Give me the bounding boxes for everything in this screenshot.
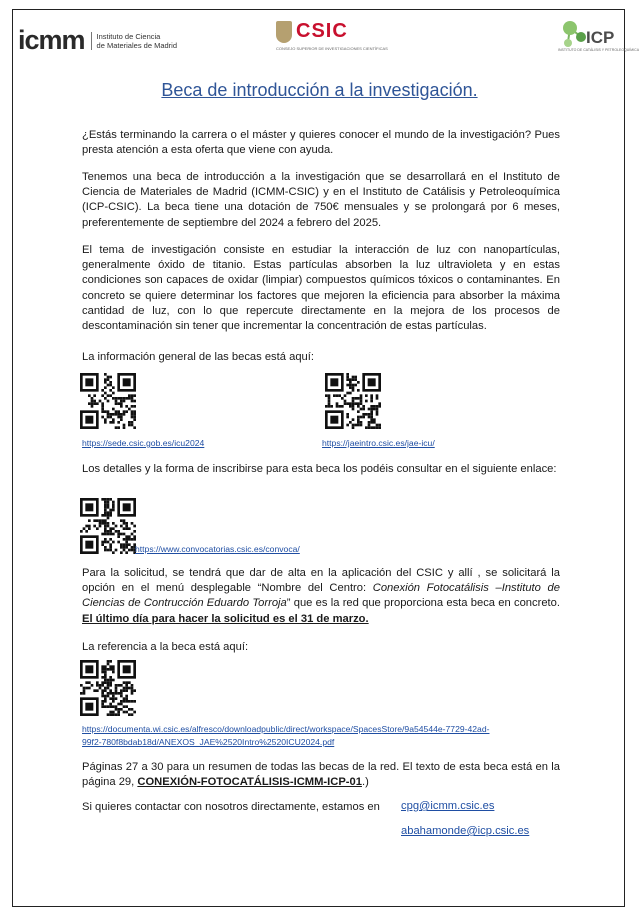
icp-logo-tagline: INSTITUTO DE CATÁLISIS Y PETROLEOQUÍMICA bbox=[558, 48, 639, 52]
email-cpg-link[interactable]: cpg@icmm.csic.es bbox=[401, 800, 495, 812]
solicitud-centro-name: Conexión Fotocatálisis –Instituto de Ciencias de Contrucción Eduardo Torroja bbox=[82, 582, 560, 610]
referencia-text: La referencia a la beca está aquí: bbox=[82, 641, 249, 653]
csic-logo-text: CSIC bbox=[296, 20, 348, 42]
icmm-logo-text: icmm bbox=[18, 25, 85, 55]
convocatorias-link[interactable]: https://www.convocatorias.csic.es/convoca/ bbox=[135, 544, 300, 554]
info-general-text: La información general de las becas está aquí: bbox=[82, 351, 314, 363]
contacto-text: Si quieres contactar con nosotros directamente, estamos en bbox=[82, 801, 380, 813]
email-abahamonde-link[interactable]: abahamonde@icp.csic.es bbox=[401, 825, 530, 837]
icmm-logo-subtitle: Instituto de Ciencia de Materiales de Madrid bbox=[91, 32, 177, 50]
csic-emblem-icon bbox=[276, 21, 292, 43]
documenta-link-line-1[interactable]: https://documenta.wi.csic.es/alfresco/downloadpublic/direct/workspace/SpacesStore/9a54544e-7729-42ad- bbox=[82, 724, 490, 734]
qr-code-jaeintro-icon bbox=[325, 373, 381, 429]
intro-paragraph: ¿Estás terminando la carrera o el máster y quieres conocer el mundo de la investigación? Pues presta atención a esta oferta que viene con ayuda. bbox=[82, 129, 560, 157]
icmm-logo bbox=[18, 25, 177, 56]
solicitud-paragraph: Para la solicitud, se tendrá que dar de alta en la aplicación del CSIC y allí , se solicitará la opción en el menú desplegable “Nombre del Centro: Conexión Fotocatálisis –Instituto de Ciencias de Contrucción Eduardo Torroja” que es la red que proporciona esta beca en concreto. El último día para hacer la solicitud es el 31 de marzo. bbox=[82, 567, 560, 625]
icp-logo-text: ICP bbox=[586, 28, 615, 47]
page-title: Beca de introducción a la investigación. bbox=[161, 80, 478, 100]
jaeintro-link[interactable]: https://jaeintro.csic.es/jae-icu/ bbox=[322, 438, 435, 448]
qr-code-convocatorias-icon bbox=[80, 498, 136, 554]
qr-code-sede-icon bbox=[80, 373, 136, 429]
icp-logo bbox=[558, 18, 639, 52]
sede-link[interactable]: https://sede.csic.gob.es/icu2024 bbox=[82, 438, 205, 448]
reference-code: CONEXIÓN-FOTOCATÁLISIS-ICMM-ICP-01 bbox=[137, 776, 362, 789]
documenta-link-line-2[interactable]: 99f2-780f8bdab18d/ANEXOS_JAE%2520Intro%2520ICU2024.pdf bbox=[82, 737, 335, 747]
qr-code-documenta-icon bbox=[80, 660, 136, 716]
header bbox=[0, 0, 639, 70]
detalles-paragraph: Los detalles y la forma de inscribirse para esta beca los podéis consultar en el siguiente enlace: bbox=[82, 463, 557, 475]
csic-logo bbox=[276, 20, 388, 51]
tema-paragraph: El tema de investigación consiste en estudiar la interacción de luz con nanopartículas, generalmente óxido de titanio. Estas partículas absorben la luz ultravioleta y en estas condiciones son capaces de oxidar (limpiar) compuestos químicos tóxicos o contaminantes. En concreto se quiere determinar los factores que mejoren la eficiencia para absorber la máxima cantidad de luz, con lo que repercute directamente en la mejora de los procesos de descontaminación sin tener que incrementar la concentración de estas partículas. bbox=[82, 244, 560, 333]
deadline-text: El último día para hacer la solicitud es el 31 de marzo. bbox=[82, 612, 369, 625]
csic-logo-tagline: CONSEJO SUPERIOR DE INVESTIGACIONES CIENTÍFICAS bbox=[276, 46, 388, 51]
paginas-paragraph: Páginas 27 a 30 para un resumen de todas las becas de la red. El texto de esta beca está en la página 29, CONEXIÓN-FOTOCATÁLISIS-ICMM-ICP-01.) bbox=[82, 761, 560, 789]
beca-paragraph: Tenemos una beca de introducción a la investigación que se desarrollará en el Instituto de Ciencia de Materiales de Madrid (ICMM-CSIC) y en el Instituto de Catálisis y Petroleoquímica (ICP-CSIC). La beca tiene una dotación de 750€ mensuales y se prolongará por 6 meses, preferentemente de septiembre del 2024 a febrero del 2025. bbox=[82, 171, 560, 229]
